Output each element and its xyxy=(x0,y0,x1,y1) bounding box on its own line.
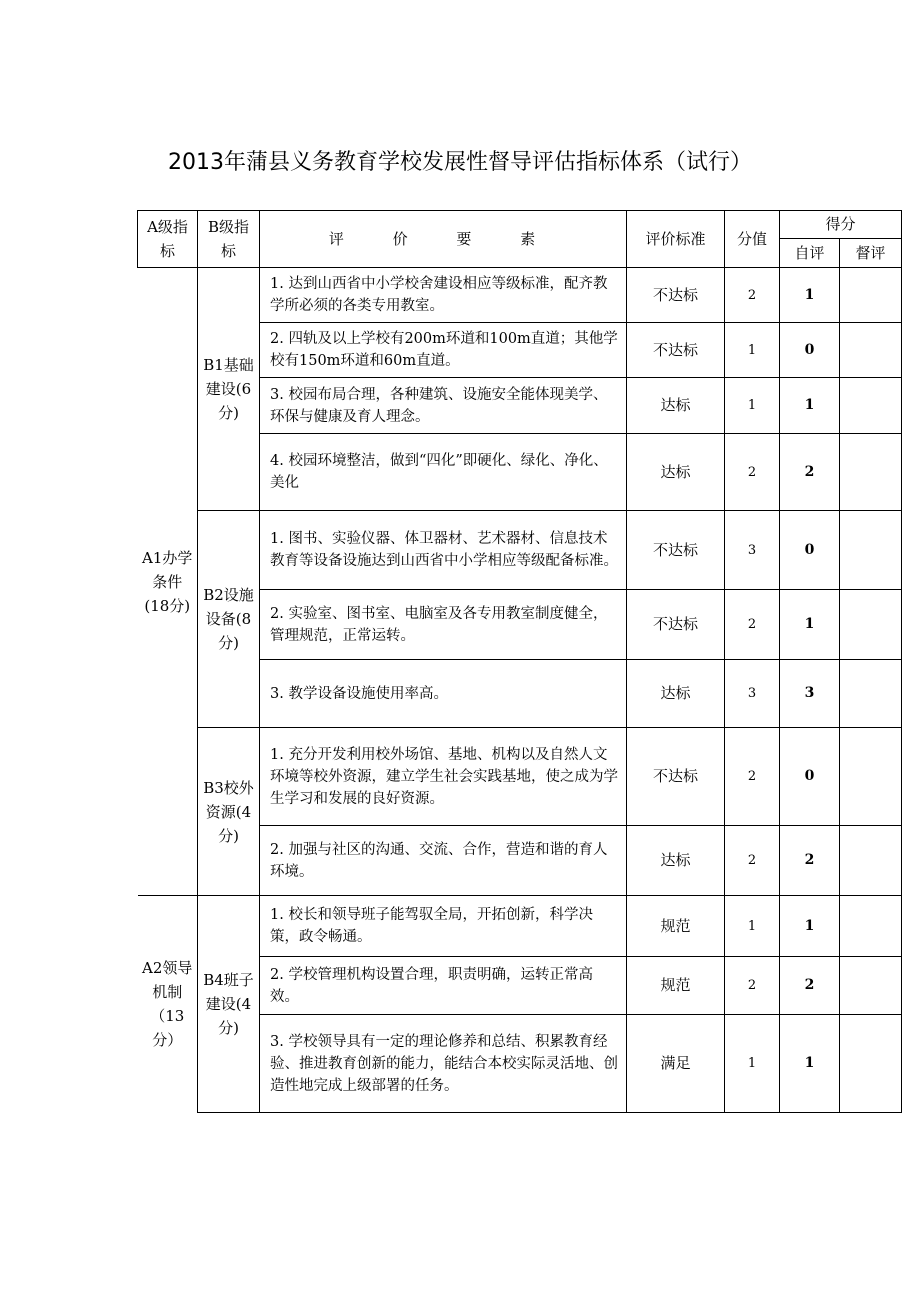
value-cell: 1 xyxy=(725,323,780,378)
requirement-cell: 3. 校园布局合理，各种建筑、设施安全能体现美学、环保与健康及育人理念。 xyxy=(260,378,627,434)
supervisor-score-cell xyxy=(840,434,902,511)
header-elements xyxy=(260,211,627,268)
requirement-cell: 2. 加强与社区的沟通、交流、合作，营造和谐的育人环境。 xyxy=(260,826,627,896)
self-score-cell: 0 xyxy=(780,511,840,590)
standard-cell: 规范 xyxy=(627,957,725,1015)
b-level-cell: B4班子建设(4分) xyxy=(198,896,260,1113)
requirement-cell: 4. 校园环境整洁，做到“四化”即硬化、绿化、净化、美化 xyxy=(260,434,627,511)
supervisor-score-cell xyxy=(840,826,902,896)
supervisor-score-cell xyxy=(840,728,902,826)
header-self-eval: 自评 xyxy=(780,239,840,268)
table-row xyxy=(138,511,902,590)
value-cell: 3 xyxy=(725,511,780,590)
self-score-cell: 3 xyxy=(780,660,840,728)
standard-cell: 规范 xyxy=(627,896,725,957)
standard-cell: 达标 xyxy=(627,434,725,511)
self-score-cell: 1 xyxy=(780,590,840,660)
supervisor-score-cell xyxy=(840,957,902,1015)
requirement-cell: 1. 校长和领导班子能驾驭全局，开拓创新，科学决策，政令畅通。 xyxy=(260,896,627,957)
self-score-cell: 1 xyxy=(780,1015,840,1113)
self-score-cell: 2 xyxy=(780,826,840,896)
supervisor-score-cell xyxy=(840,590,902,660)
value-cell: 2 xyxy=(725,268,780,323)
requirement-cell: 2. 四轨及以上学校有200m环道和100m直道；其他学校有150m环道和60m直道。 xyxy=(260,323,627,378)
header-supervisor-eval: 督评 xyxy=(840,239,902,268)
value-cell: 1 xyxy=(725,896,780,957)
requirement-cell: 1. 达到山西省中小学校舍建设相应等级标准，配齐教学所必须的各类专用教室。 xyxy=(260,268,627,323)
requirement-cell: 3. 教学设备设施使用率高。 xyxy=(260,660,627,728)
requirement-cell: 1. 充分开发利用校外场馆、基地、机构以及自然人文环境等校外资源，建立学生社会实践基地，使之成为学生学习和发展的良好资源。 xyxy=(260,728,627,826)
standard-cell: 不达标 xyxy=(627,728,725,826)
header-elements-label: 评 价 要 素 xyxy=(328,229,558,248)
b-level-cell: B2设施设备(8分) xyxy=(198,511,260,728)
value-cell: 2 xyxy=(725,826,780,896)
supervisor-score-cell xyxy=(840,378,902,434)
a-level-cell: A1办学条件(18分) xyxy=(138,268,198,896)
requirement-cell: 3. 学校领导具有一定的理论修养和总结、积累教育经验、推进教育创新的能力，能结合本校实际灵活地、创造性地完成上级部署的任务。 xyxy=(260,1015,627,1113)
standard-cell: 不达标 xyxy=(627,268,725,323)
table-row xyxy=(138,728,902,826)
supervisor-score-cell xyxy=(840,1015,902,1113)
supervisor-score-cell xyxy=(840,511,902,590)
self-score-cell: 1 xyxy=(780,378,840,434)
standard-cell: 达标 xyxy=(627,660,725,728)
standard-cell: 满足 xyxy=(627,1015,725,1113)
standard-cell: 不达标 xyxy=(627,511,725,590)
requirement-cell: 2. 实验室、图书室、电脑室及各专用教室制度健全，管理规范，正常运转。 xyxy=(260,590,627,660)
value-cell: 2 xyxy=(725,957,780,1015)
a-level-cell: A2领导机制（13分） xyxy=(138,896,198,1113)
standard-cell: 不达标 xyxy=(627,590,725,660)
b-level-cell: B1基础建设(6分) xyxy=(198,268,260,511)
header-value: 分值 xyxy=(725,211,780,268)
value-cell: 2 xyxy=(725,434,780,511)
supervisor-score-cell xyxy=(840,323,902,378)
supervisor-score-cell xyxy=(840,896,902,957)
self-score-cell: 1 xyxy=(780,896,840,957)
header-a-level: A级指标 xyxy=(138,211,198,268)
requirement-cell: 1. 图书、实验仪器、体卫器材、艺术器材、信息技术教育等设备设施达到山西省中小学相应等级配备标准。 xyxy=(260,511,627,590)
self-score-cell: 2 xyxy=(780,434,840,511)
self-score-cell: 0 xyxy=(780,728,840,826)
standard-cell: 不达标 xyxy=(627,323,725,378)
table-row xyxy=(138,268,902,323)
evaluation-table xyxy=(137,210,902,1113)
requirement-cell: 2. 学校管理机构设置合理，职责明确，运转正常高效。 xyxy=(260,957,627,1015)
header-row xyxy=(138,211,902,239)
table-row xyxy=(138,896,902,957)
self-score-cell: 1 xyxy=(780,268,840,323)
value-cell: 1 xyxy=(725,378,780,434)
header-score: 得分 xyxy=(780,211,902,239)
b-level-cell: B3校外资源(4分) xyxy=(198,728,260,896)
header-b-level: B级指标 xyxy=(198,211,260,268)
self-score-cell: 0 xyxy=(780,323,840,378)
standard-cell: 达标 xyxy=(627,378,725,434)
self-score-cell: 2 xyxy=(780,957,840,1015)
value-cell: 3 xyxy=(725,660,780,728)
document-title: 2013年蒲县义务教育学校发展性督导评估指标体系（试行） xyxy=(168,150,752,175)
standard-cell: 达标 xyxy=(627,826,725,896)
value-cell: 2 xyxy=(725,590,780,660)
supervisor-score-cell xyxy=(840,660,902,728)
supervisor-score-cell xyxy=(840,268,902,323)
value-cell: 1 xyxy=(725,1015,780,1113)
value-cell: 2 xyxy=(725,728,780,826)
header-standard: 评价标准 xyxy=(627,211,725,268)
